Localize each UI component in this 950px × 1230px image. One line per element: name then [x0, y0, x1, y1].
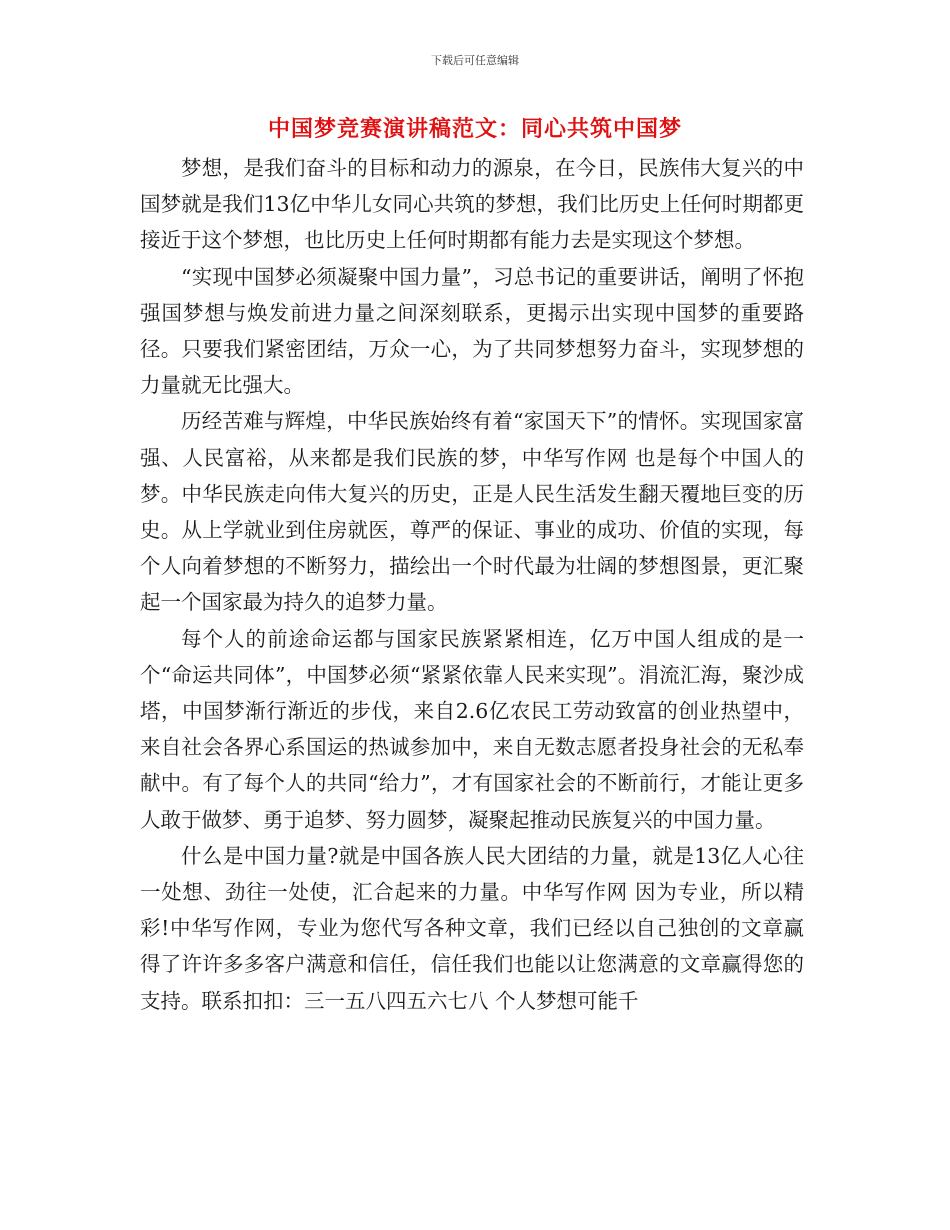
document-title: 中国梦竞赛演讲稿范文：同心共筑中国梦 [267, 117, 682, 142]
paragraph: 什么是中国力量?就是中国各族人民大团结的力量，就是13亿人心往一处想、劲往一处使，汇合起来的力量。中华写作网 因为专业，所以精彩!中华写作网，专业为您代写各种文章，我们已经以自己独创的文章赢得了许许多多客户满意和信任，信任我们也能以让您满意的文章赢得您的支持。联系扣扣：三一五八四五六七八 个人梦想可能千 [140, 843, 804, 1013]
paragraph: 每个人的前途命运都与国家民族紧紧相连，亿万中国人组成的是一个“命运共同体”，中国梦必须“紧紧依靠人民来实现”。涓流汇海，聚沙成塔，中国梦渐行渐近的步伐，来自2.6亿农民工劳动致富的创业热望中，来自社会各界心系国运的热诚参加中，来自无数志愿者投身社会的无私奉献中。有了每个人的共同“给力”，才有国家社会的不断前行，才能让更多人敢于做梦、勇于追梦、努力圆梦，凝聚起推动民族复兴的中国力量。 [140, 626, 804, 832]
paragraph: 历经苦难与辉煌，中华民族始终有着“家国天下”的情怀。实现国家富强、人民富裕，从来都是我们民族的梦，中华写作网 也是每个中国人的梦。中华民族走向伟大复兴的历史，正是人民生活发生翻天覆地巨变的历史。从上学就业到住房就医，尊严的保证、事业的成功、价值的实现，每个人向着梦想的不断努力，描绘出一个时代最为壮阔的梦想图景，更汇聚起一个国家最为持久的追梦力量。 [140, 409, 804, 615]
document-body [140, 150, 804, 1019]
page-header-note: 下载后可任意编辑 [431, 54, 519, 67]
paragraph: 梦想，是我们奋斗的目标和动力的源泉，在今日，民族伟大复兴的中国梦就是我们13亿中华儿女同心共筑的梦想，我们比历史上任何时期都更接近于这个梦想，也比历史上任何时期都有能力去是实现这个梦想。 [140, 156, 804, 253]
paragraph: “实现中国梦必须凝聚中国力量”，习总书记的重要讲话，阐明了怀抱强国梦想与焕发前进力量之间深刻联系，更揭示出实现中国梦的重要路径。只要我们紧密团结，万众一心，为了共同梦想努力奋斗，实现梦想的力量就无比强大。 [140, 264, 804, 398]
